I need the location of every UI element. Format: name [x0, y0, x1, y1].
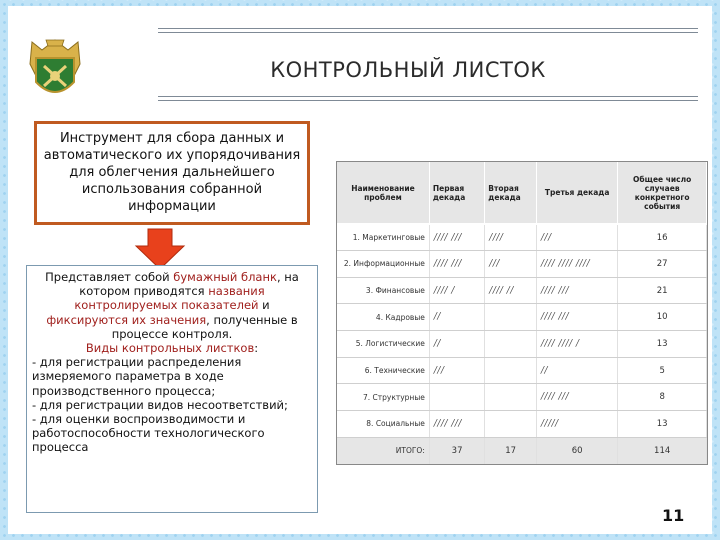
table-row [337, 411, 707, 438]
problem-cell: 4. Кадровые [337, 304, 429, 331]
problem-cell: 6. Технические [337, 357, 429, 384]
tally-cell: ///// [537, 411, 618, 438]
tally-cell: //// / [429, 277, 484, 304]
tally-cell: //// //// / [537, 331, 618, 358]
table-row [337, 277, 707, 304]
tally-cell [485, 411, 537, 438]
page-number: 11 [662, 506, 685, 525]
slide [8, 6, 712, 534]
check-sheet-table [336, 161, 708, 465]
table-row [337, 251, 707, 278]
problem-cell: 3. Финансовые [337, 277, 429, 304]
description-text: Представляет собой [45, 270, 174, 284]
tally-cell: /// [485, 251, 537, 278]
top-rule-2 [158, 32, 698, 33]
problem-cell: 7. Структурные [337, 384, 429, 411]
total-cell: 13 [618, 411, 707, 438]
tally-cell: // [537, 357, 618, 384]
description-highlight: фиксируются их значения [46, 312, 207, 327]
tally-cell: //// /// [429, 251, 484, 278]
problem-cell: 2. Информационные [337, 251, 429, 278]
down-arrow-icon [134, 228, 186, 270]
table-row [337, 357, 707, 384]
definition-text: Инструмент для сбора данных и автоматического их упорядочивания для облегчения дальнейшего использования собранной информации [43, 131, 301, 214]
table-row [337, 224, 707, 251]
total-cell: 13 [618, 331, 707, 358]
tally-cell: //// /// [429, 224, 484, 251]
tally-cell: //// /// [537, 277, 618, 304]
table-row [337, 304, 707, 331]
description-box [26, 265, 318, 513]
column-header: Общее число случаев конкретного события [618, 162, 707, 224]
table-row [337, 384, 707, 411]
tally-cell [429, 384, 484, 411]
column-header: Первая декада [429, 162, 484, 224]
emblem-logo-icon [22, 36, 88, 106]
table-row [337, 437, 707, 464]
tally-cell: // [429, 331, 484, 358]
tally-cell: //// //// //// [537, 251, 618, 278]
types-heading [32, 341, 312, 355]
page-title: КОНТРОЛЬНЫЙ ЛИСТОК [270, 58, 546, 82]
decade-cell: 60 [537, 437, 618, 464]
tally-cell: //// /// [537, 304, 618, 331]
bottom-rule-2 [158, 100, 698, 101]
tally-cell: //// /// [537, 384, 618, 411]
top-rule-1 [158, 28, 698, 29]
description-highlight: бумажный бланк [173, 270, 277, 284]
description-highlight: названия контролируемых показателей [74, 284, 265, 313]
types-item: - для оценки воспроизводимости и работоспособности технологического процесса [32, 412, 265, 455]
problem-cell: ИТОГО: [337, 437, 429, 464]
tally-cell: /// [537, 224, 618, 251]
description-text: , полученные в процессе контроля. [111, 312, 298, 341]
types-heading-text: Виды контрольных листков [85, 341, 255, 356]
tally-cell [485, 304, 537, 331]
problem-cell: 1. Маркетинговые [337, 224, 429, 251]
types-heading-colon: : [254, 341, 259, 356]
tally-cell: //// /// [429, 411, 484, 438]
description-paragraph [32, 270, 312, 341]
description-text: , на котором приводятся [79, 270, 299, 299]
types-item: - для регистрации видов несоответствий; [32, 397, 288, 412]
total-cell: 8 [618, 384, 707, 411]
total-cell: 16 [618, 224, 707, 251]
total-cell: 27 [618, 251, 707, 278]
tally-cell: // [429, 304, 484, 331]
tally-cell: /// [429, 357, 484, 384]
total-cell: 114 [618, 437, 707, 464]
bottom-rule-1 [158, 96, 698, 97]
column-header: Наименование проблем [337, 162, 429, 224]
definition-box [34, 121, 310, 225]
tally-cell [485, 331, 537, 358]
decade-cell: 17 [485, 437, 537, 464]
types-item: - для регистрации распределения измеряемого параметра в ходе производственного процесса; [32, 355, 242, 398]
total-cell: 21 [618, 277, 707, 304]
total-cell: 10 [618, 304, 707, 331]
column-header: Третья декада [537, 162, 618, 224]
column-header: Вторая декада [485, 162, 537, 224]
tally-cell: //// [485, 224, 537, 251]
problem-cell: 8. Социальные [337, 411, 429, 438]
tally-cell [485, 357, 537, 384]
decade-cell: 37 [429, 437, 484, 464]
total-cell: 5 [618, 357, 707, 384]
tally-cell: //// // [485, 277, 537, 304]
tally-cell [485, 384, 537, 411]
problem-cell: 5. Логистические [337, 331, 429, 358]
table-row [337, 331, 707, 358]
description-text: и [258, 298, 270, 313]
